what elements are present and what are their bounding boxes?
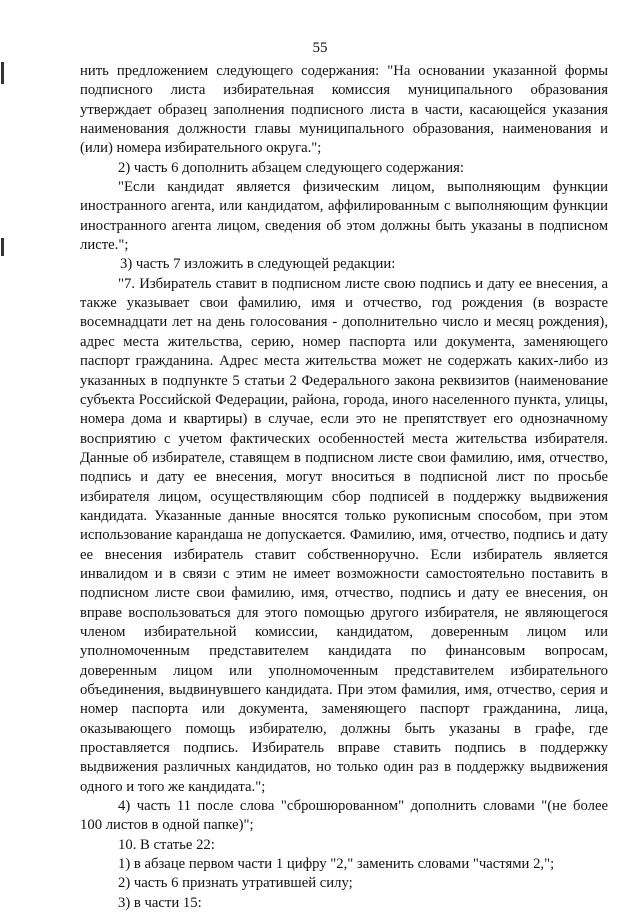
paragraph-continuation: нить предложением следующего содержания: "На основании указанной формы подписного листа избирательная комиссия муниципального образования утверждает образец заполнения подписного листа в части, касающейся указания наименования должности главы муниципального образования, наименования и (или) номера избирательного округа."; bbox=[80, 63, 608, 157]
paragraph-article-22-item-1: 1) в абзаце первом части 1 цифру "2," заменить словами "частями 2,"; bbox=[118, 856, 555, 873]
paragraph-quote-part-7: "7. Избиратель ставит в подписном листе свою подпись и дату ее внесения, а также указывает свои фамилию, имя и отчество, год рождения (в возрасте восемнадцати лет на день голосования - дополнительно число и месяц рождения), адрес места жительства, серию, номер паспорта или документа, заменяющего паспорт гражданина. Адрес места жительства может не содержать каких-либо из указанных в подпункте 5 статьи 2 Федерального закона реквизитов (наименование субъекта Российской Федерации, района, города, иного населенного пункта, улицы, номера дома и квартиры) в случае, если это не препятствует его однозначному восприятию с учетом фактических особенностей места жительства избирателя. Данные об избирателе, ставящем в подписном листе свои фамилию, имя, отчество, подпись и дату ее внесения, могут вноситься в подписной лист по просьбе избирателя лицом, осуществляющим сбор подписей в поддержку выдвижения кандидата. Указанные данные вносятся только рукописным способом, при этом использование карандаша не допускается. Фамилию, имя, отчество, подпись и дату ее внесения избиратель ставит собственноручно. Если избиратель является инвалидом и в связи с этим не имеет возможности самостоятельно поставить в подписном листе свои фамилию, имя, отчество, подпись и дату ее внесения, он вправе воспользоваться для этого помощью другого избирателя, не являющегося членом избирательной комиссии, кандидатом, доверенным лицом или уполномоченным представителем кандидата по финансовым вопросам, доверенным лицом или уполномоченным представителем избирательного объединения, выдвинувшего кандидата. При этом фамилия, имя, отчество, серия и номер паспорта или документа, заменяющего паспорт гражданина, лица, оказывающего помощь избирателю, должны быть указаны в графе, где проставляется подпись. Избиратель вправе ставить подпись в поддержку выдвижения различных кандидатов, но только один раз в поддержку выдвижения одного и того же кандидата."; bbox=[80, 275, 608, 795]
scan-edge-mark-bottom bbox=[1, 238, 4, 256]
paragraph-item-3: 3) часть 7 изложить в следующей редакции: bbox=[120, 256, 396, 273]
scan-edge-mark-top bbox=[1, 62, 4, 84]
paragraph-article-22-item-3: 3) в части 15: bbox=[118, 894, 202, 911]
paragraph-article-22: 10. В статье 22: bbox=[118, 836, 215, 853]
page-number: 55 bbox=[312, 40, 328, 56]
paragraph-item-2: 2) часть 6 дополнить абзацем следующего содержания: bbox=[118, 159, 464, 176]
paragraph-quote-foreign-agent: "Если кандидат является физическим лицом, выполняющим функции иностранного агента, или кандидатом, аффилированным с выполняющим функции иностранного агента лицом, сведения об этом должны быть указаны в подписном листе."; bbox=[80, 179, 608, 254]
document-body bbox=[80, 62, 608, 913]
paragraph-item-4: 4) часть 11 после слова "сброшюрованном" дополнить словами "(не более 100 листов в одной папке)"; bbox=[80, 798, 608, 834]
paragraph-article-22-item-2: 2) часть 6 признать утратившей силу; bbox=[118, 875, 353, 892]
